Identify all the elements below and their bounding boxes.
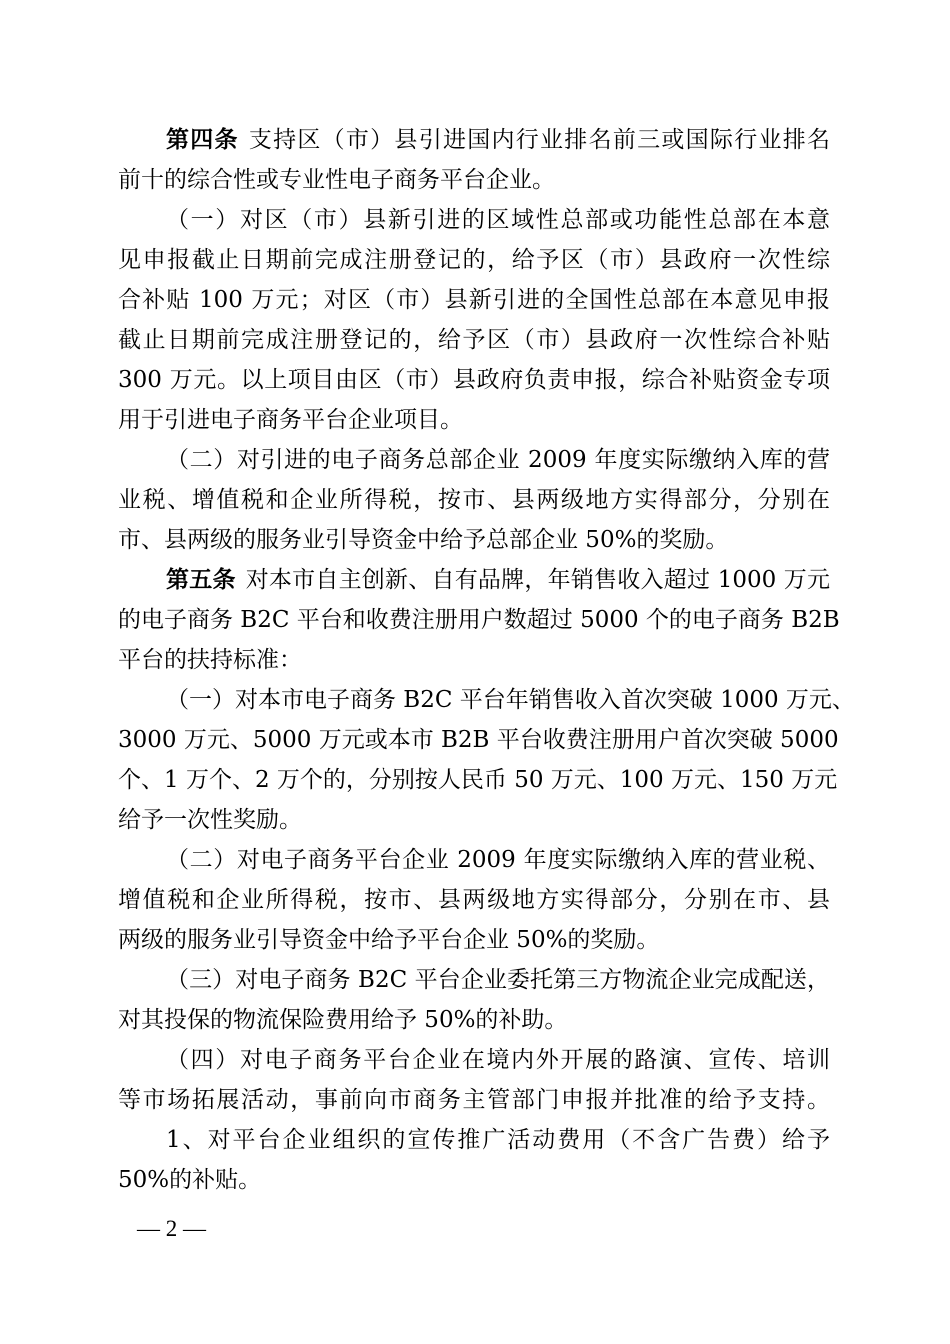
text-line: 等市场拓展活动，事前向市商务主管部门申报并批准的给予支持。 <box>118 1087 830 1113</box>
text-line: （一）对区（市）县新引进的区域性总部或功能性总部在本意 <box>166 207 830 233</box>
text-line: 前十的综合性或专业性电子商务平台企业。 <box>118 167 555 193</box>
text-line: 50%的补贴。 <box>118 1167 262 1193</box>
text-line: 给予一次性奖励。 <box>118 807 302 833</box>
text-line: 3000 万元、5000 万元或本市 B2B 平台收费注册用户首次突破 5000 <box>118 727 839 753</box>
text-line: 300 万元。以上项目由区（市）县政府负责申报，综合补贴资金专项 <box>118 367 830 393</box>
text-line: （三）对电子商务 B2C 平台企业委托第三方物流企业完成配送， <box>166 967 830 993</box>
text-line: （四）对电子商务平台企业在境内外开展的路演、宣传、培训 <box>166 1047 830 1073</box>
text-line: （一）对本市电子商务 B2C 平台年销售收入首次突破 1000 万元、 <box>166 687 855 713</box>
text-line: 市、县两级的服务业引导资金中给予总部企业 50%的奖励。 <box>118 527 729 553</box>
text-line: 的电子商务 B2C 平台和收费注册用户数超过 5000 个的电子商务 B2B <box>118 607 840 633</box>
text-line: （二）对电子商务平台企业 2009 年度实际缴纳入库的营业税、 <box>166 847 830 873</box>
page-number: — 2 — <box>137 1216 206 1241</box>
article-five-line: 第五条 对本市自主创新、自有品牌，年销售收入超过 1000 万元 <box>166 566 831 593</box>
article-label: 第四条 <box>166 126 239 153</box>
text-line: 两级的服务业引导资金中给予平台企业 50%的奖励。 <box>118 927 660 953</box>
text-line: 用于引进电子商务平台企业项目。 <box>118 407 463 433</box>
text-line: 个、1 万个、2 万个的，分别按人民币 50 万元、100 万元、150 万元 <box>118 767 838 793</box>
text-line: 增值税和企业所得税，按市、县两级地方实得部分，分别在市、县 <box>118 887 830 913</box>
text-line: 合补贴 100 万元；对区（市）县新引进的全国性总部在本意见申报 <box>118 287 830 313</box>
text-line: （二）对引进的电子商务总部企业 2009 年度实际缴纳入库的营 <box>166 447 830 473</box>
text-line: 截止日期前完成注册登记的，给予区（市）县政府一次性综合补贴 <box>118 327 830 353</box>
text-line: 平台的扶持标准： <box>118 647 302 673</box>
text-line: 见申报截止日期前完成注册登记的，给予区（市）县政府一次性综 <box>118 247 830 273</box>
article-label: 第五条 <box>166 566 236 593</box>
text-line: 对其投保的物流保险费用给予 50%的补助。 <box>118 1007 568 1033</box>
article-four-line: 第四条 支持区（市）县引进国内行业排名前三或国际行业排名 <box>166 126 831 153</box>
text-line: 1、对平台企业组织的宣传推广活动费用（不含广告费）给予 <box>166 1127 830 1153</box>
text-line: 业税、增值税和企业所得税，按市、县两级地方实得部分，分别在 <box>118 487 830 513</box>
